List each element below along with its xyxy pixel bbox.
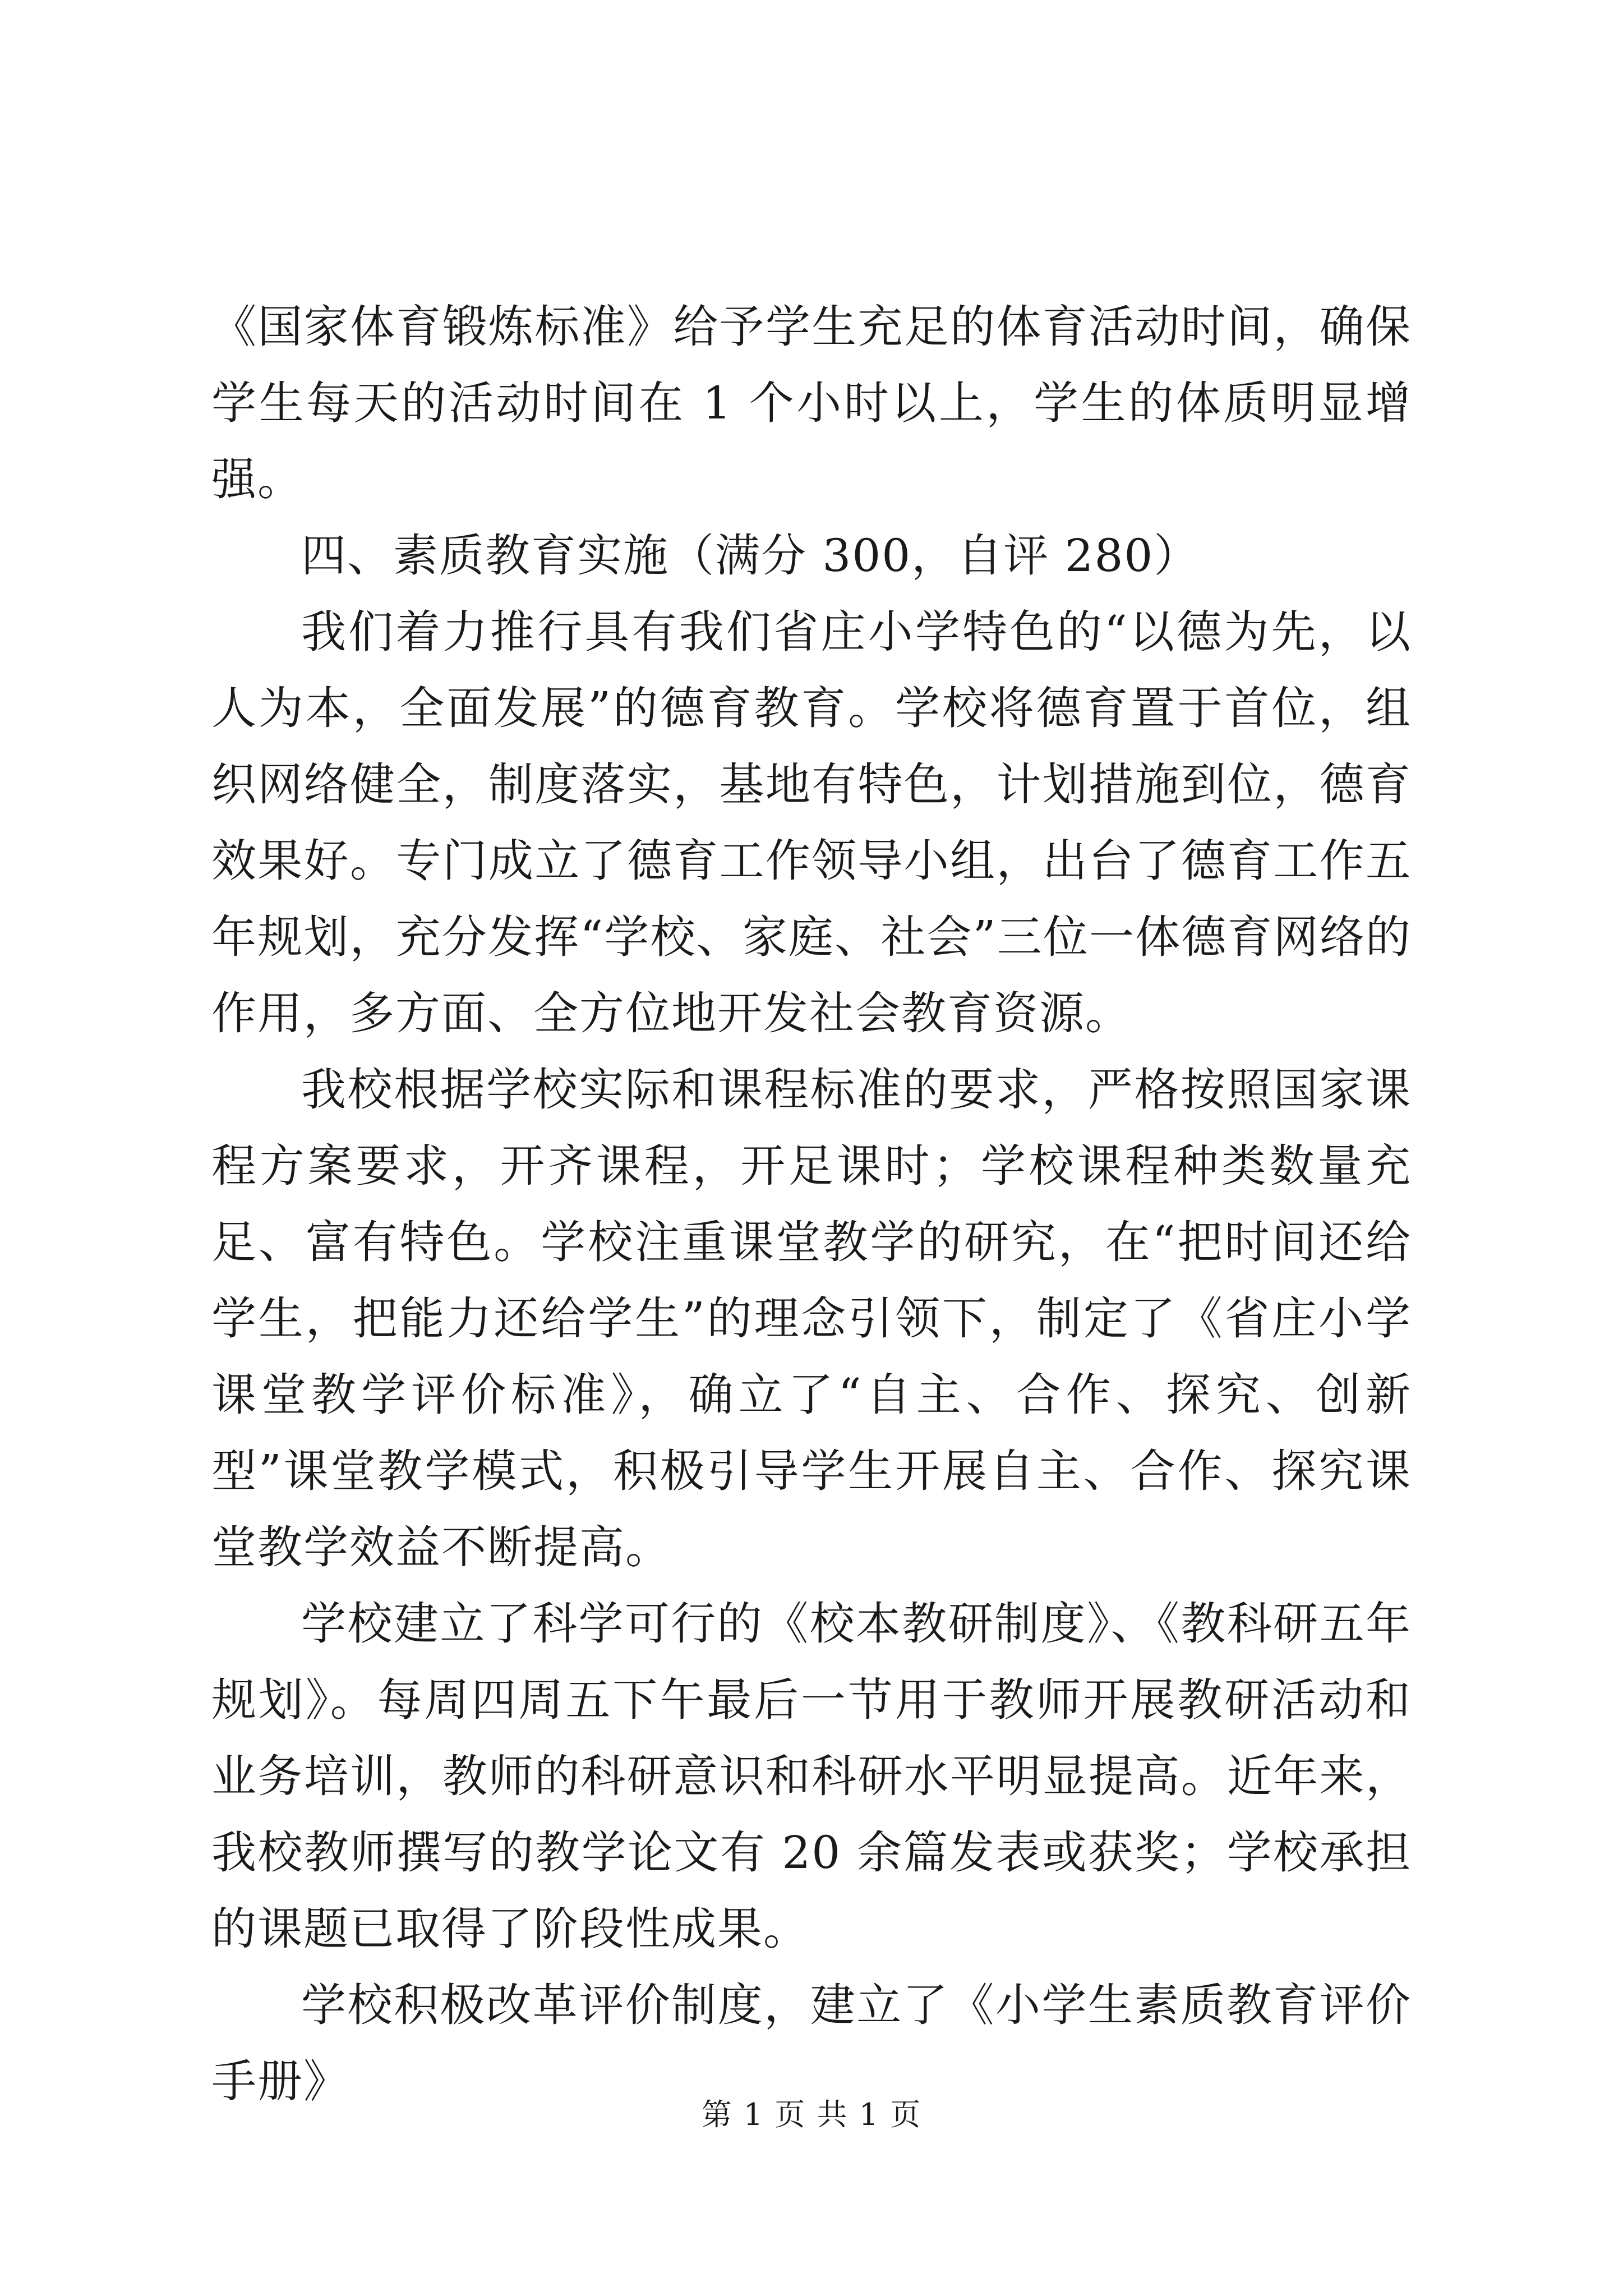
page-footer: 第 1 页 共 1 页 xyxy=(701,2097,922,2132)
paragraph-evaluation: 学校积极改革评价制度，建立了《小学生素质教育评价手册》 xyxy=(211,1979,1412,2108)
document-body xyxy=(211,289,1412,2120)
paragraph-continuation: 《国家体育锻炼标准》给予学生充足的体育活动时间，确保学生每天的活动时间在 1 个小时以上，学生的体质明显增强。 xyxy=(211,301,1412,505)
paragraph-curriculum: 我校根据学校实际和课程标准的要求，严格按照国家课程方案要求，开齐课程，开足课时；学校课程种类数量充足、富有特色。学校注重课堂教学的研究，在“把时间还给学生，把能力还给学生”的理念引领下，制定了《省庄小学课堂教学评价标准》，确立了“自主、合作、探究、创新型”课堂教学模式，积极引导学生开展自主、合作、探究课堂教学效益不断提高。 xyxy=(211,1064,1412,1573)
section-heading: 四、素质教育实施（满分 300，自评 280） xyxy=(301,530,1200,582)
paragraph-moral-education: 我们着力推行具有我们省庄小学特色的“以德为先，以人为本，全面发展”的德育教育。学校将德育置于首位，组织网络健全，制度落实，基地有特色，计划措施到位，德育效果好。专门成立了德育工作领导小组，出台了德育工作五年规划，充分发挥“学校、家庭、社会”三位一体德育网络的作用，多方面、全方位地开发社会教育资源。 xyxy=(211,606,1412,1039)
paragraph-research: 学校建立了科学可行的《校本教研制度》、《教科研五年规划》。每周四周五下午最后一节用于教师开展教研活动和业务培训，教师的科研意识和科研水平明显提高。近年来，我校教师撰写的教学论文有 20 余篇发表或获奖；学校承担的课题已取得了阶段性成果。 xyxy=(211,1598,1412,1955)
